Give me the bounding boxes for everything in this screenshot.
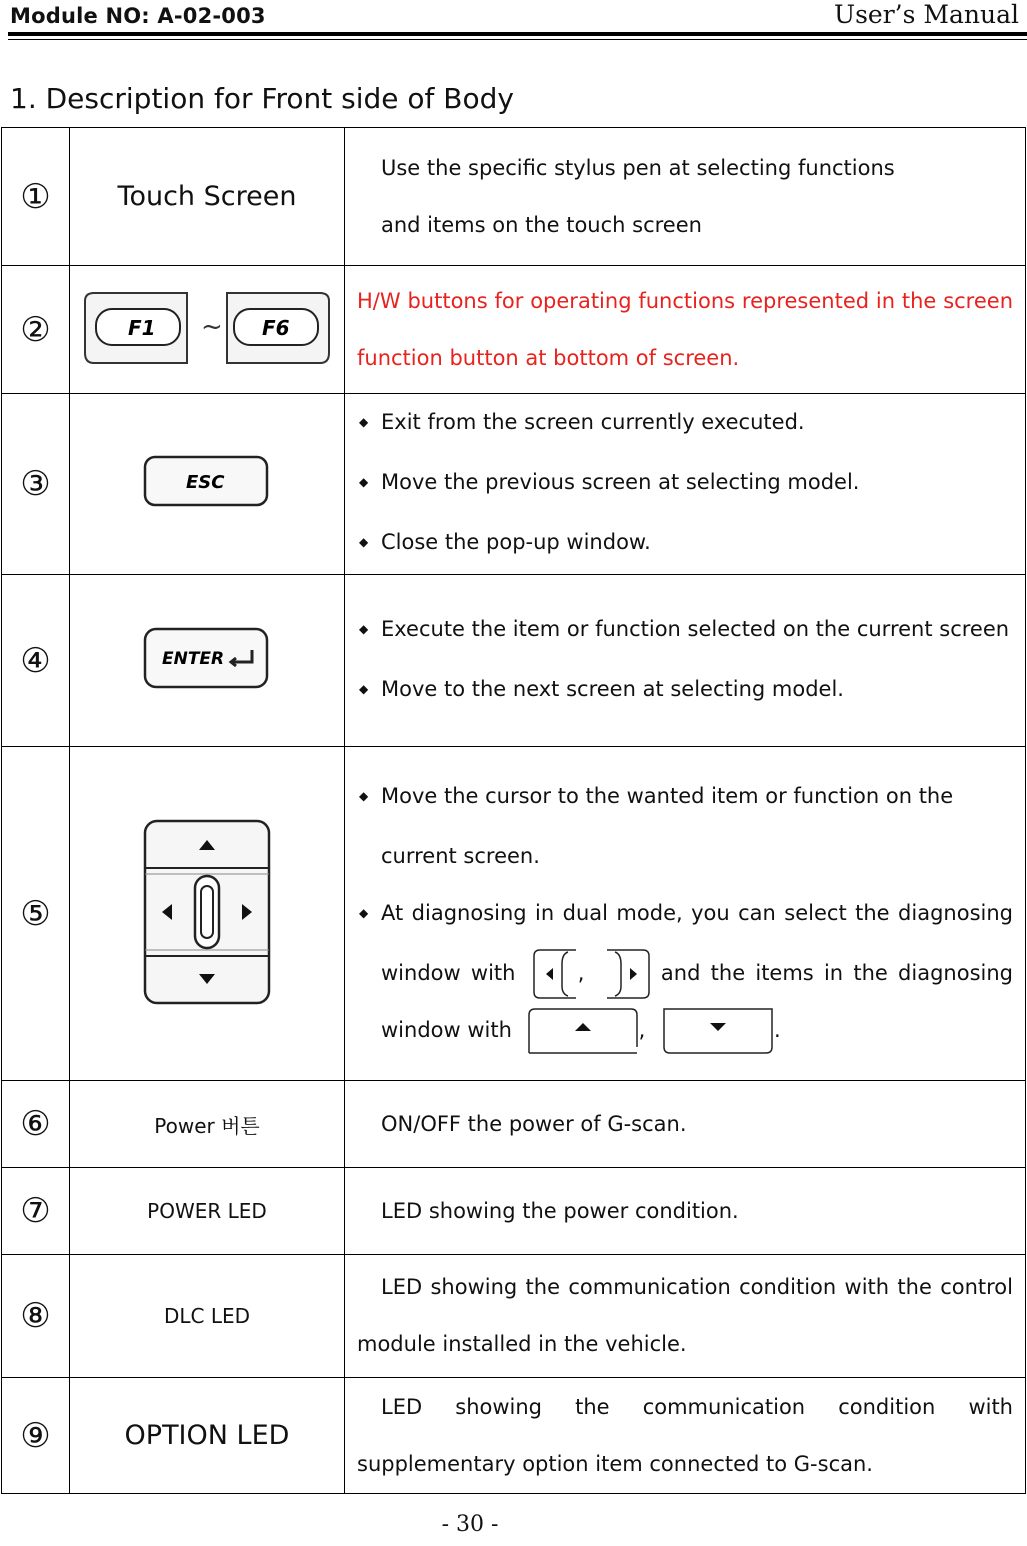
description-line: and items on the touch screen	[381, 212, 702, 237]
row-number: ③	[20, 464, 51, 504]
row-number: ④	[20, 640, 51, 681]
description: ON/OFF the power of G-scan.	[381, 1111, 687, 1136]
table-row	[2, 575, 1026, 747]
f1-f6-keys-icon	[82, 291, 332, 365]
row-number: ⑧	[20, 1296, 51, 1336]
description-line: Use the specific stylus pen at selecting functions	[381, 155, 895, 180]
front-side-table	[1, 127, 1026, 1494]
bullet-icon	[357, 514, 381, 574]
table-row	[2, 1378, 1026, 1494]
page-number: - 30 -	[441, 1512, 499, 1537]
enter-key-icon	[142, 626, 272, 692]
header-rule-thin	[8, 39, 1027, 40]
row-number: ⑦	[20, 1191, 51, 1231]
f1-label: F1	[128, 315, 156, 340]
bullet-item: ◆At diagnosing in dual mode, you can select the diagnosing window with , and the items in the diagnosing window with , .	[357, 885, 1013, 1059]
esc-label: ESC	[186, 472, 225, 493]
table-row	[2, 1168, 1026, 1255]
left-key-icon	[532, 948, 578, 1000]
bullet-icon	[357, 454, 381, 514]
item-name: POWER LED	[147, 1199, 267, 1223]
row-number: ②	[20, 309, 51, 350]
item-name: Power 버튼	[154, 1113, 260, 1138]
table-row	[2, 747, 1026, 1081]
enter-label: ENTER	[162, 648, 225, 669]
esc-key-icon	[142, 454, 272, 510]
module-number: Module NO: A-02-003	[10, 4, 266, 28]
description: LED showing the communication condition with the control module installed in the vehicle.	[357, 1275, 1013, 1356]
manual-title: User’s Manual	[834, 0, 1019, 29]
table-row	[2, 128, 1026, 266]
bullet-item: ◆Close the pop-up window.	[357, 514, 1013, 574]
down-key-icon	[662, 1007, 774, 1055]
arrow-keypad-icon	[142, 818, 272, 1006]
item-name: OPTION LED	[124, 1420, 290, 1451]
table-row	[2, 1081, 1026, 1168]
item-name: DLC LED	[163, 1304, 251, 1328]
table-row	[2, 1255, 1026, 1378]
bullet-item: ◆Execute the item or function selected on the current screen	[357, 601, 1013, 661]
bullet-item: ◆Move the previous screen at selecting model.	[357, 454, 1013, 514]
description: LED showing the communication condition with supplementary option item connected to G-scan.	[357, 1394, 1013, 1476]
description: H/W buttons for operating functions represented in the screen function button at bottom of screen.	[345, 266, 1026, 394]
section-title: 1. Description for Front side of Body	[10, 82, 514, 115]
bullet-icon	[357, 394, 381, 454]
table-row	[2, 394, 1026, 575]
description: LED showing the power condition.	[381, 1198, 739, 1223]
item-name: Touch Screen	[117, 181, 297, 212]
table-row	[2, 266, 1026, 394]
bullet-icon	[357, 661, 381, 721]
f6-label: F6	[262, 315, 290, 340]
bullet-item: ◆Move the cursor to the wanted item or function on the current screen.	[357, 768, 1013, 885]
header-rule-thick	[8, 32, 1027, 36]
row-number: ①	[20, 176, 51, 217]
bullet-icon	[357, 601, 381, 661]
bullet-item: ◆Exit from the screen currently executed.	[357, 394, 1013, 454]
row-number: ⑨	[20, 1415, 51, 1456]
bullet-item: ◆Move to the next screen at selecting model.	[357, 661, 1013, 721]
right-key-icon	[605, 948, 651, 1000]
bullet-icon	[357, 885, 381, 945]
tilde-label: ~	[201, 311, 223, 342]
bullet-icon	[357, 768, 381, 828]
row-number: ⑤	[20, 893, 51, 934]
row-number: ⑥	[20, 1104, 51, 1144]
up-key-icon	[527, 1007, 639, 1055]
